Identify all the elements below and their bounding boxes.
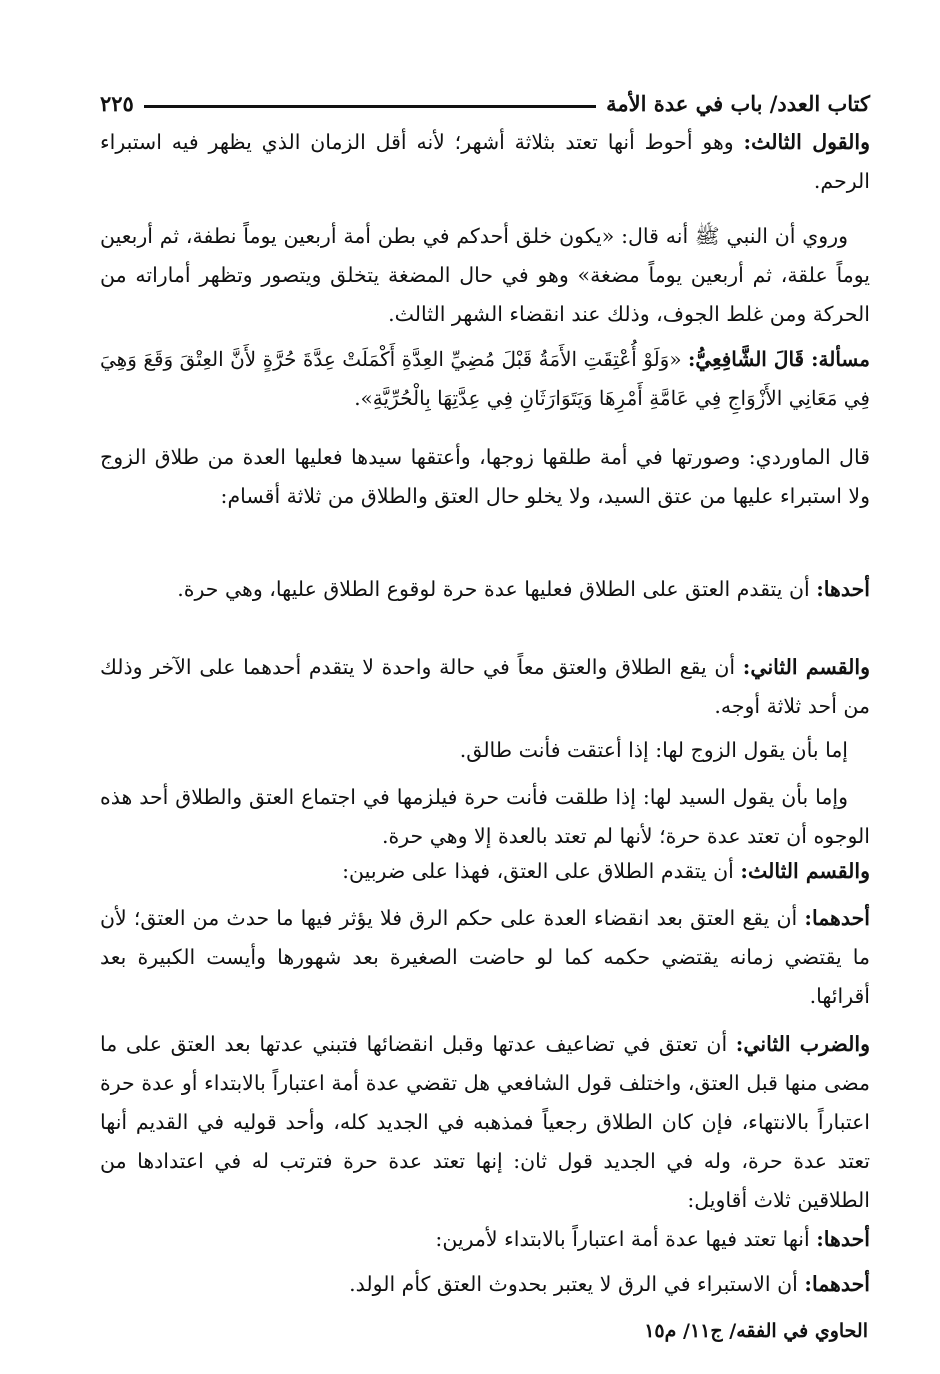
chapter-title: كتاب العدد/ باب في عدة الأمة: [606, 91, 870, 116]
paragraph-text: وهو أحوط أنها تعتد بثلاثة أشهر؛ لأنه أقل الزمان الذي يظهر فيه استبراء الرحم.: [100, 130, 870, 193]
paragraph-text: أن يتقدم الطلاق على العتق، فهذا على ضربين:: [342, 859, 741, 883]
paragraph-masala: [100, 340, 870, 418]
paragraph-text: أن يقع العتق بعد انقضاء العدة على حكم الرق فلا يؤثر فيها ما حدث من العتق؛ لأن ما يقتضي زمانه يقتضي حكمه كما لو حاضت الصغيرة بعد شهورها وأيست الكبيرة بعد أقرائها.: [100, 906, 870, 1008]
paragraph-third-opinion: [100, 123, 870, 201]
paragraph-text: قال الماوردي: وصورتها في أمة طلقها زوجها، وأعتقها سيدها فعليها العدة من طلاق الزوج ولا استبراء عليها من عتق السيد، ولا يخلو حال العتق والطلاق من ثلاثة أقسام:: [100, 445, 870, 508]
paragraph-lead: مسألة: قَالَ الشَّافِعِيُّ:: [688, 347, 870, 371]
paragraph-second-case: [100, 648, 870, 726]
paragraph-first-opinion: [100, 1220, 870, 1259]
page-number: ٢٢٥: [100, 91, 134, 116]
paragraph-text: وإما بأن يقول السيد لها: إذا طلقت فأنت حرة فيلزمها في اجتماع العتق والطلاق أحد هذه الوجوه أن تعتد عدة حرة؛ لأنها لم تعتد بالعدة إلا وهي حرة.: [100, 785, 870, 848]
paragraph-text: أن الاستبراء في الرق لا يعتبر بحدوث العتق كأم الولد.: [349, 1272, 805, 1296]
paragraph-text: «وَلَوْ أُعْتِقَتِ الأَمَةُ قَبْلَ مُضِيِّ العِدَّةِ أَكْمَلَتْ عِدَّةَ حُرَّةٍ لأَنَّ العِتْقَ وَقَعَ وَهِيَ فِي مَعَانِي الأَزْوَاجِ فِي عَامَّةِ أَمْرِهَا وَيَتَوَارَثَانِ فِي عِدَّتِهَا بِالْحُرِّيَّةِ».: [100, 347, 870, 410]
paragraph-lead: والقول الثالث:: [743, 130, 870, 154]
paragraph-lead: والقسم الثاني:: [742, 655, 870, 679]
book-page: [100, 70, 870, 1360]
paragraph-mawardi: [100, 438, 870, 516]
paragraph-lead: أحدهما:: [804, 906, 870, 930]
paragraph-third-case: [100, 852, 870, 891]
paragraph-text: أن يقع الطلاق والعتق معاً في حالة واحدة لا يتقدم أحدهما على الآخر وذلك من أحد ثلاثة أوجه.: [100, 655, 870, 718]
paragraph-lead: أحدها:: [816, 577, 870, 601]
paragraph-text: إما بأن يقول الزوج لها: إذا أعتقت فأنت طالق.: [459, 738, 848, 762]
paragraph-lead: أحدها:: [816, 1227, 870, 1251]
paragraph-first-type: [100, 899, 870, 1016]
paragraph-hadith: [100, 217, 870, 334]
paragraph-second-type: [100, 1025, 870, 1220]
page-footer-signature: الحاوي في الفقه/ ج١١/ م١٥: [644, 1320, 868, 1342]
paragraph-husband-says: [100, 731, 870, 770]
paragraph-text: وروي أن النبي ﷺ أنه قال: «يكون خلق أحدكم في بطن أمة أربعين يوماً نطفة، ثم أربعين يوماً علقة، ثم أربعين يوماً مضغة» وهو في حال المضغة يتخلق ويتصور وتظهر أماراته من الحركة ومن غلط الجوف، وذلك عند انقضاء الشهر الثالث.: [100, 224, 870, 326]
paragraph-lead: والضرب الثاني:: [735, 1032, 870, 1056]
paragraph-text: أن تعتق في تضاعيف عدتها وقبل انقضائها فتبني عدتها بعد العتق على ما مضى منها قبل العتق، واختلف قول الشافعي هل تقضي عدة أمة اعتباراً بالابتداء أو عدة حرة اعتباراً بالانتهاء، فإن كان الطلاق رجعياً فمذهبه في الجديد كله، وأحد قوليه في القديم أنها تعتد عدة حرة، وله في الجديد قول ثان: إنها تعتد عدة حرة فترتب له في اعتدادها من الطلاقين ثلاث أقاويل:: [100, 1032, 870, 1212]
paragraph-lead: والقسم الثالث:: [740, 859, 870, 883]
paragraph-first-reason: [100, 1265, 870, 1304]
paragraph-text: أنها تعتد فيها عدة أمة اعتباراً بالابتداء لأمرين:: [435, 1227, 817, 1251]
paragraph-text: أن يتقدم العتق على الطلاق فعليها عدة حرة لوقوع الطلاق عليها، وهي حرة.: [177, 577, 817, 601]
header-rule: [144, 105, 596, 108]
paragraph-master-says: [100, 778, 870, 856]
paragraph-lead: أحدهما:: [804, 1272, 870, 1296]
page-header: [100, 82, 870, 116]
paragraph-first-case: [100, 570, 870, 609]
